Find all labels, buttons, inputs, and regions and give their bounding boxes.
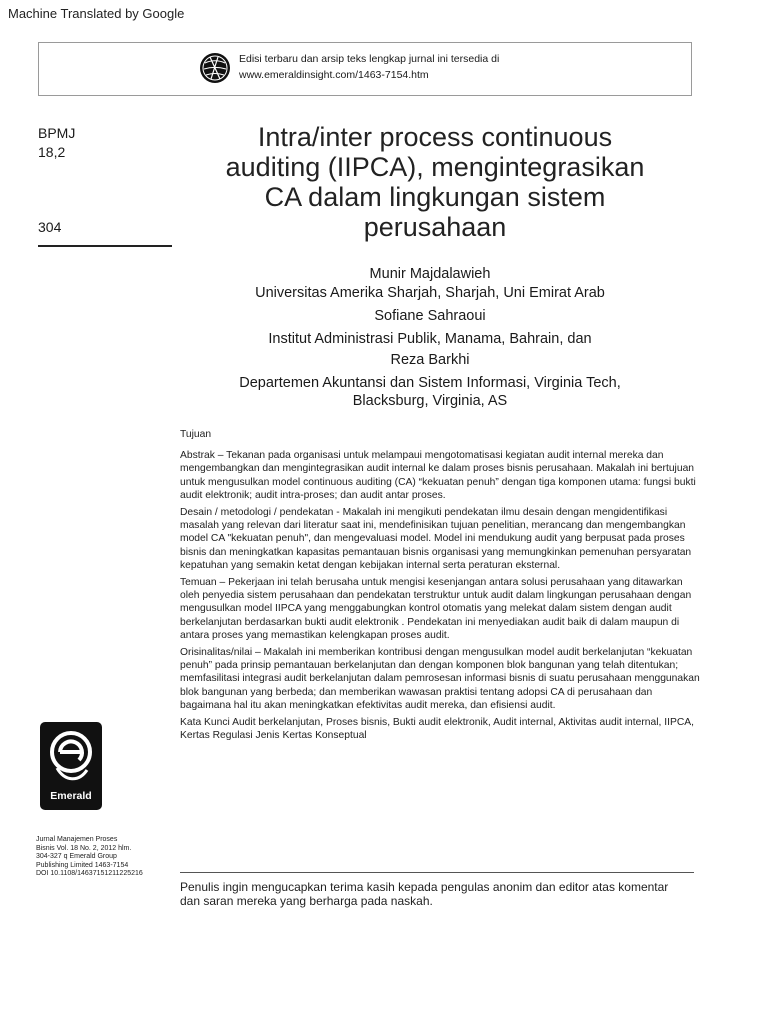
citation-block xyxy=(36,836,176,879)
notice-url[interactable]: www.emeraldinsight.com/1463-7154.htm xyxy=(239,69,429,81)
abstract-findings: Temuan – Pekerjaan ini telah berusaha untuk mengisi kesenjangan antara solusi perusahaan yang ditawarkan oleh penyedia sistem perusahaan dan pendekatan terstruktur untuk audit dalam lingkungan perusahaan dengan mengusulkan model IIPCA yang menggabungkan kontrol otomatis yang melekat dalam sistem dengan audit berkelanjutan berdasarkan bukti audit elektronik . Pendekatan ini menyediakan audit baik di dalam maupun di antara proses yang memastikan kelengkapan proses audit. xyxy=(180,577,692,641)
emerald-e-icon xyxy=(49,730,93,784)
citation-line: Bisnis Vol. 18 No. 2, 2012 hlm. xyxy=(36,844,132,852)
page-number: 304 xyxy=(38,219,62,235)
abstract xyxy=(180,428,700,746)
journal-abbreviation: BPMJ xyxy=(38,125,76,141)
author-affiliation xyxy=(190,374,670,410)
sidebar-rule xyxy=(38,245,172,247)
author-name: Sofiane Sahraoui xyxy=(374,308,486,324)
abstract-keywords: Kata Kunci Audit berkelanjutan, Proses bisnis, Bukti audit elektronik, Audit internal, Aktivitas audit internal, IIPCA, Kertas Regulasi Jenis Kertas Konseptual xyxy=(180,717,694,742)
abstract-purpose: Abstrak – Tekanan pada organisasi untuk melampaui mengotomatisasi kegiatan audit internal mereka dan mengembangkan dan mengintegrasikan audit internal ke dalam proses bisnis perusahaan. Makalah ini bertujuan untuk mengusulkan model continuous auditing (CA) “kekuatan penuh” dengan tiga komponen utama: fungsi bukti audit elektronik; audit intra-proses; dan audit antar proses. xyxy=(180,450,696,501)
citation-line: 304-327 q Emerald Group xyxy=(36,853,117,861)
article-title xyxy=(180,122,690,242)
title-line: CA dalam lingkungan sistem xyxy=(264,182,606,212)
abstract-design: Desain / metodologi / pendekatan - Makalah ini mengikuti pendekatan ilmu desain dengan mengidentifikasi masalah yang relevan dari literatur saat ini, mendefinisikan tujuan penelitian, merancang dan mengembangkan model CA "kekuatan penuh", dan mengevaluasi model. Model ini mendukung audit yang berpusat pada proses bisnis dan meningkatkan kapasitas pemantauan bisnis organisasi yang memungkinkan pemenuhan persyaratan kepatuhan yang semakin ketat dengan kebijakan internal serta peraturan eksternal. xyxy=(180,507,692,571)
author-affiliation: Universitas Amerika Sharjah, Sharjah, Uni Emirat Arab xyxy=(255,285,605,301)
affiliation-line: Blacksburg, Virginia, AS xyxy=(352,393,508,409)
author-name: Reza Barkhi xyxy=(390,352,470,368)
citation-line: Publishing Limited 1463-7154 xyxy=(36,861,129,869)
notice-text: Edisi terbaru dan arsip teks lengkap jurnal ini tersedia di xyxy=(239,53,500,65)
title-line: auditing (IIPCA), mengintegrasikan xyxy=(225,152,645,182)
author-affiliation: Institut Administrasi Publik, Manama, Bahrain, dan xyxy=(268,331,592,347)
abstract-heading: Tujuan xyxy=(180,429,212,440)
citation-line: Jurnal Manajemen Proses xyxy=(36,836,118,843)
journal-reference xyxy=(38,124,75,162)
globe-icon xyxy=(199,52,231,84)
journal-volume: 18,2 xyxy=(38,144,66,160)
author-name: Munir Majdalawieh xyxy=(369,266,491,282)
title-line: Intra/inter process continuous xyxy=(257,122,613,152)
availability-notice xyxy=(38,42,692,96)
title-line: perusahaan xyxy=(363,212,507,242)
abstract-originality: Orisinalitas/nilai – Makalah ini memberikan kontribusi dengan mengusulkan model audit berkelanjutan “kekuatan penuh” pada prinsip pemantauan berkelanjutan dan dengan komponen blok bangunan yang telah ditentukan; memfasilitasi integrasi audit berkelanjutan dalam pemrosesan informasi bisnis di suatu perusahaan menggunakan blok bangunan yang berbeda; dan memberikan wawasan praktisi tentang adopsi CA di perusahaan dan bagaimana hal itu akan meningkatkan efektivitas audit mereka, dan efisiensi audit. xyxy=(180,647,700,711)
acknowledgement-footnote: Penulis ingin mengucapkan terima kasih kepada pengulas anonim dan editor atas komentar dan saran mereka yang berharga pada naskah. xyxy=(180,880,669,908)
logo-wordmark: Emerald xyxy=(50,790,92,802)
affiliation-line: Departemen Akuntansi dan Sistem Informasi, Virginia Tech, xyxy=(239,375,621,391)
footnote-rule xyxy=(180,872,694,873)
machine-translation-banner: Machine Translated by Google xyxy=(8,6,185,21)
citation-line: DOI 10.1108/14637151211225216 xyxy=(36,870,143,878)
emerald-logo xyxy=(40,722,102,810)
